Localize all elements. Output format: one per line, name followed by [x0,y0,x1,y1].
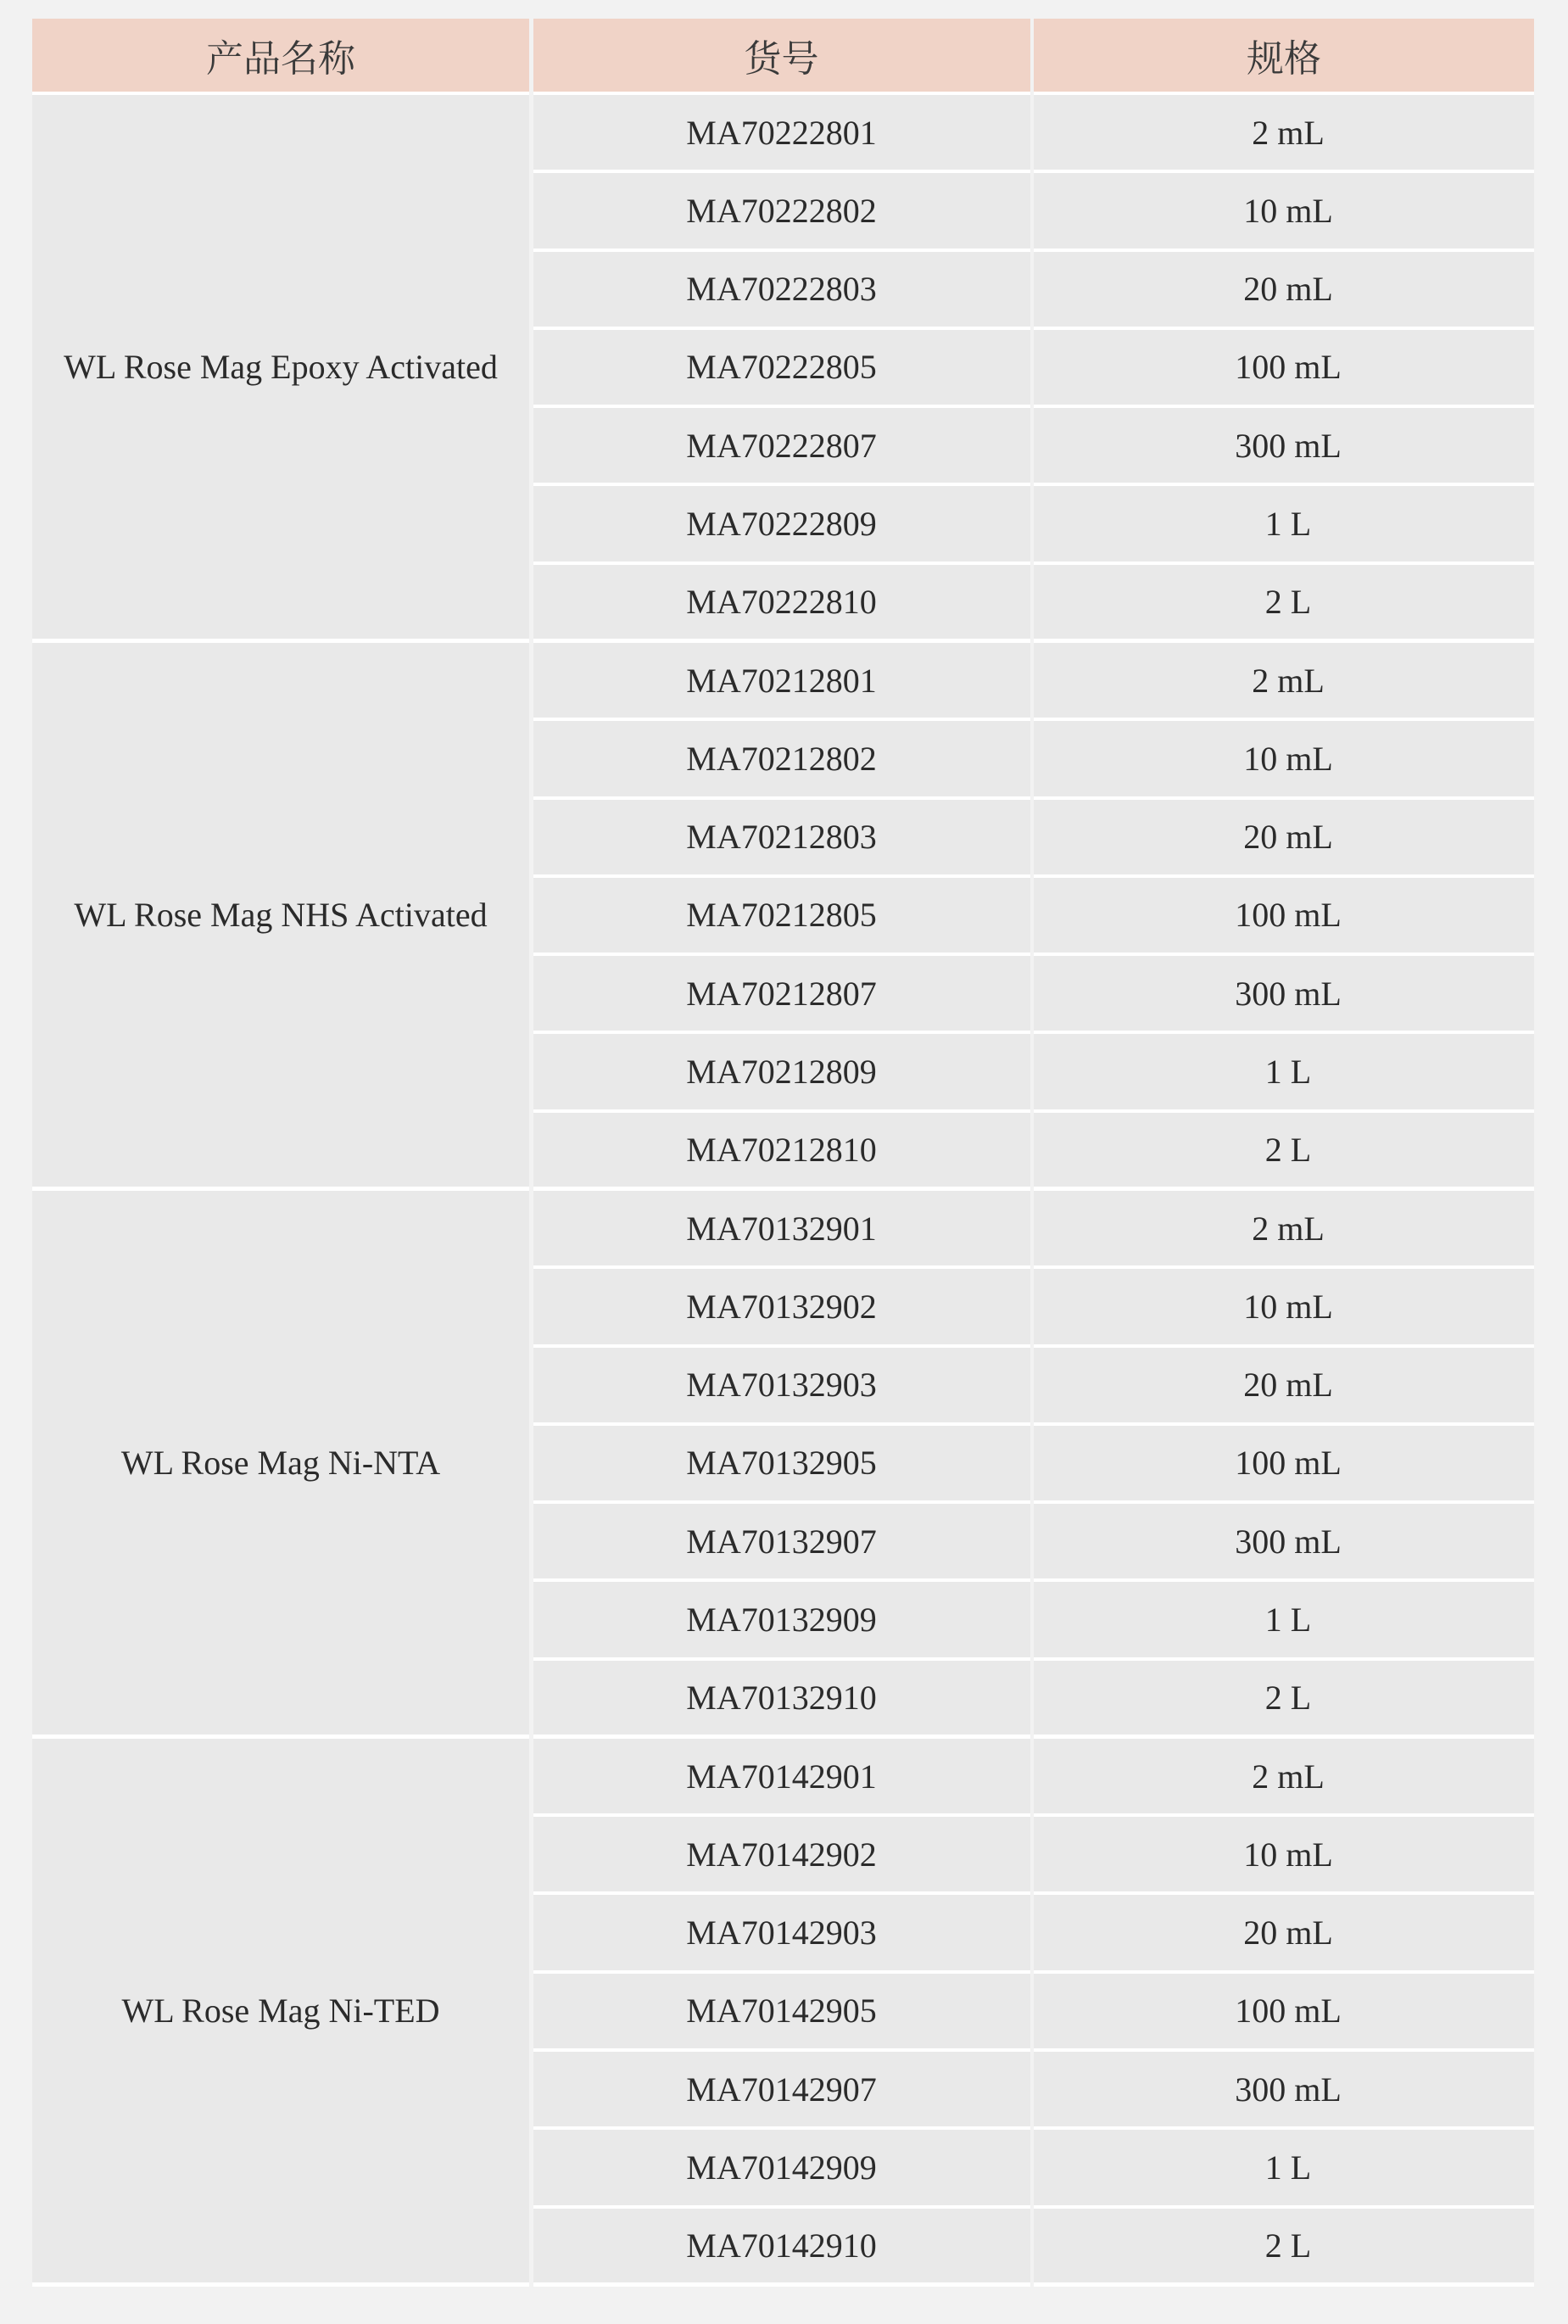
specification-cell: 2 mL [1034,95,1534,173]
header-specification: 规格 [1034,19,1534,95]
item-number-cell: MA70212802 [533,721,1030,799]
product-name-cell: WL Rose Mag NHS Activated [32,643,529,1191]
product-name-cell: WL Rose Mag Ni-NTA [32,1191,529,1739]
header-item-number: 货号 [533,19,1030,95]
specification-cell: 100 mL [1034,330,1534,408]
item-number-cell: MA70142903 [533,1895,1030,1973]
item-number-cell: MA70222803 [533,252,1030,330]
specification-cell: 1 L [1034,1034,1534,1112]
specification-cell: 1 L [1034,2130,1534,2208]
specification-cell: 1 L [1034,1582,1534,1660]
item-number-cell: MA70132905 [533,1426,1030,1504]
product-table [32,19,1534,2287]
item-number-cell: MA70222810 [533,565,1030,643]
item-number-cell: MA70222807 [533,408,1030,486]
header-product-name: 产品名称 [32,19,529,95]
specification-cell: 300 mL [1034,956,1534,1034]
specification-cell: 100 mL [1034,1974,1534,2052]
specification-cell: 2 mL [1034,643,1534,721]
specification-cell: 100 mL [1034,878,1534,956]
specification-cell: 20 mL [1034,800,1534,878]
specification-cell: 2 L [1034,1113,1534,1191]
specification-cell: 2 L [1034,2209,1534,2287]
specification-cell: 20 mL [1034,1895,1534,1973]
specification-cell: 2 L [1034,1661,1534,1739]
specification-cell: 10 mL [1034,1817,1534,1895]
specification-cell: 10 mL [1034,721,1534,799]
item-number-cell: MA70212801 [533,643,1030,721]
item-number-cell: MA70132907 [533,1504,1030,1582]
item-number-cell: MA70222802 [533,173,1030,251]
item-number-cell: MA70212810 [533,1113,1030,1191]
item-number-cell: MA70132910 [533,1661,1030,1739]
item-number-cell: MA70132903 [533,1348,1030,1426]
item-number-cell: MA70212809 [533,1034,1030,1112]
specification-cell: 300 mL [1034,408,1534,486]
item-number-cell: MA70212807 [533,956,1030,1034]
specification-cell: 10 mL [1034,173,1534,251]
specification-cell: 20 mL [1034,252,1534,330]
specification-cell: 300 mL [1034,2052,1534,2130]
item-number-cell: MA70222805 [533,330,1030,408]
item-number-cell: MA70142901 [533,1739,1030,1817]
specification-cell: 1 L [1034,486,1534,564]
item-number-cell: MA70142909 [533,2130,1030,2208]
item-number-cell: MA70132902 [533,1269,1030,1347]
specification-cell: 10 mL [1034,1269,1534,1347]
item-number-cell: MA70212803 [533,800,1030,878]
item-number-cell: MA70132901 [533,1191,1030,1269]
specification-cell: 20 mL [1034,1348,1534,1426]
item-number-cell: MA70142902 [533,1817,1030,1895]
specification-cell: 300 mL [1034,1504,1534,1582]
item-number-cell: MA70142910 [533,2209,1030,2287]
specification-cell: 100 mL [1034,1426,1534,1504]
specification-cell: 2 mL [1034,1191,1534,1269]
specification-cell: 2 L [1034,565,1534,643]
product-name-cell: WL Rose Mag Epoxy Activated [32,95,529,643]
item-number-cell: MA70212805 [533,878,1030,956]
item-number-cell: MA70222809 [533,486,1030,564]
specification-cell: 2 mL [1034,1739,1534,1817]
item-number-cell: MA70222801 [533,95,1030,173]
item-number-cell: MA70142907 [533,2052,1030,2130]
item-number-cell: MA70132909 [533,1582,1030,1660]
item-number-cell: MA70142905 [533,1974,1030,2052]
product-name-cell: WL Rose Mag Ni-TED [32,1739,529,2287]
